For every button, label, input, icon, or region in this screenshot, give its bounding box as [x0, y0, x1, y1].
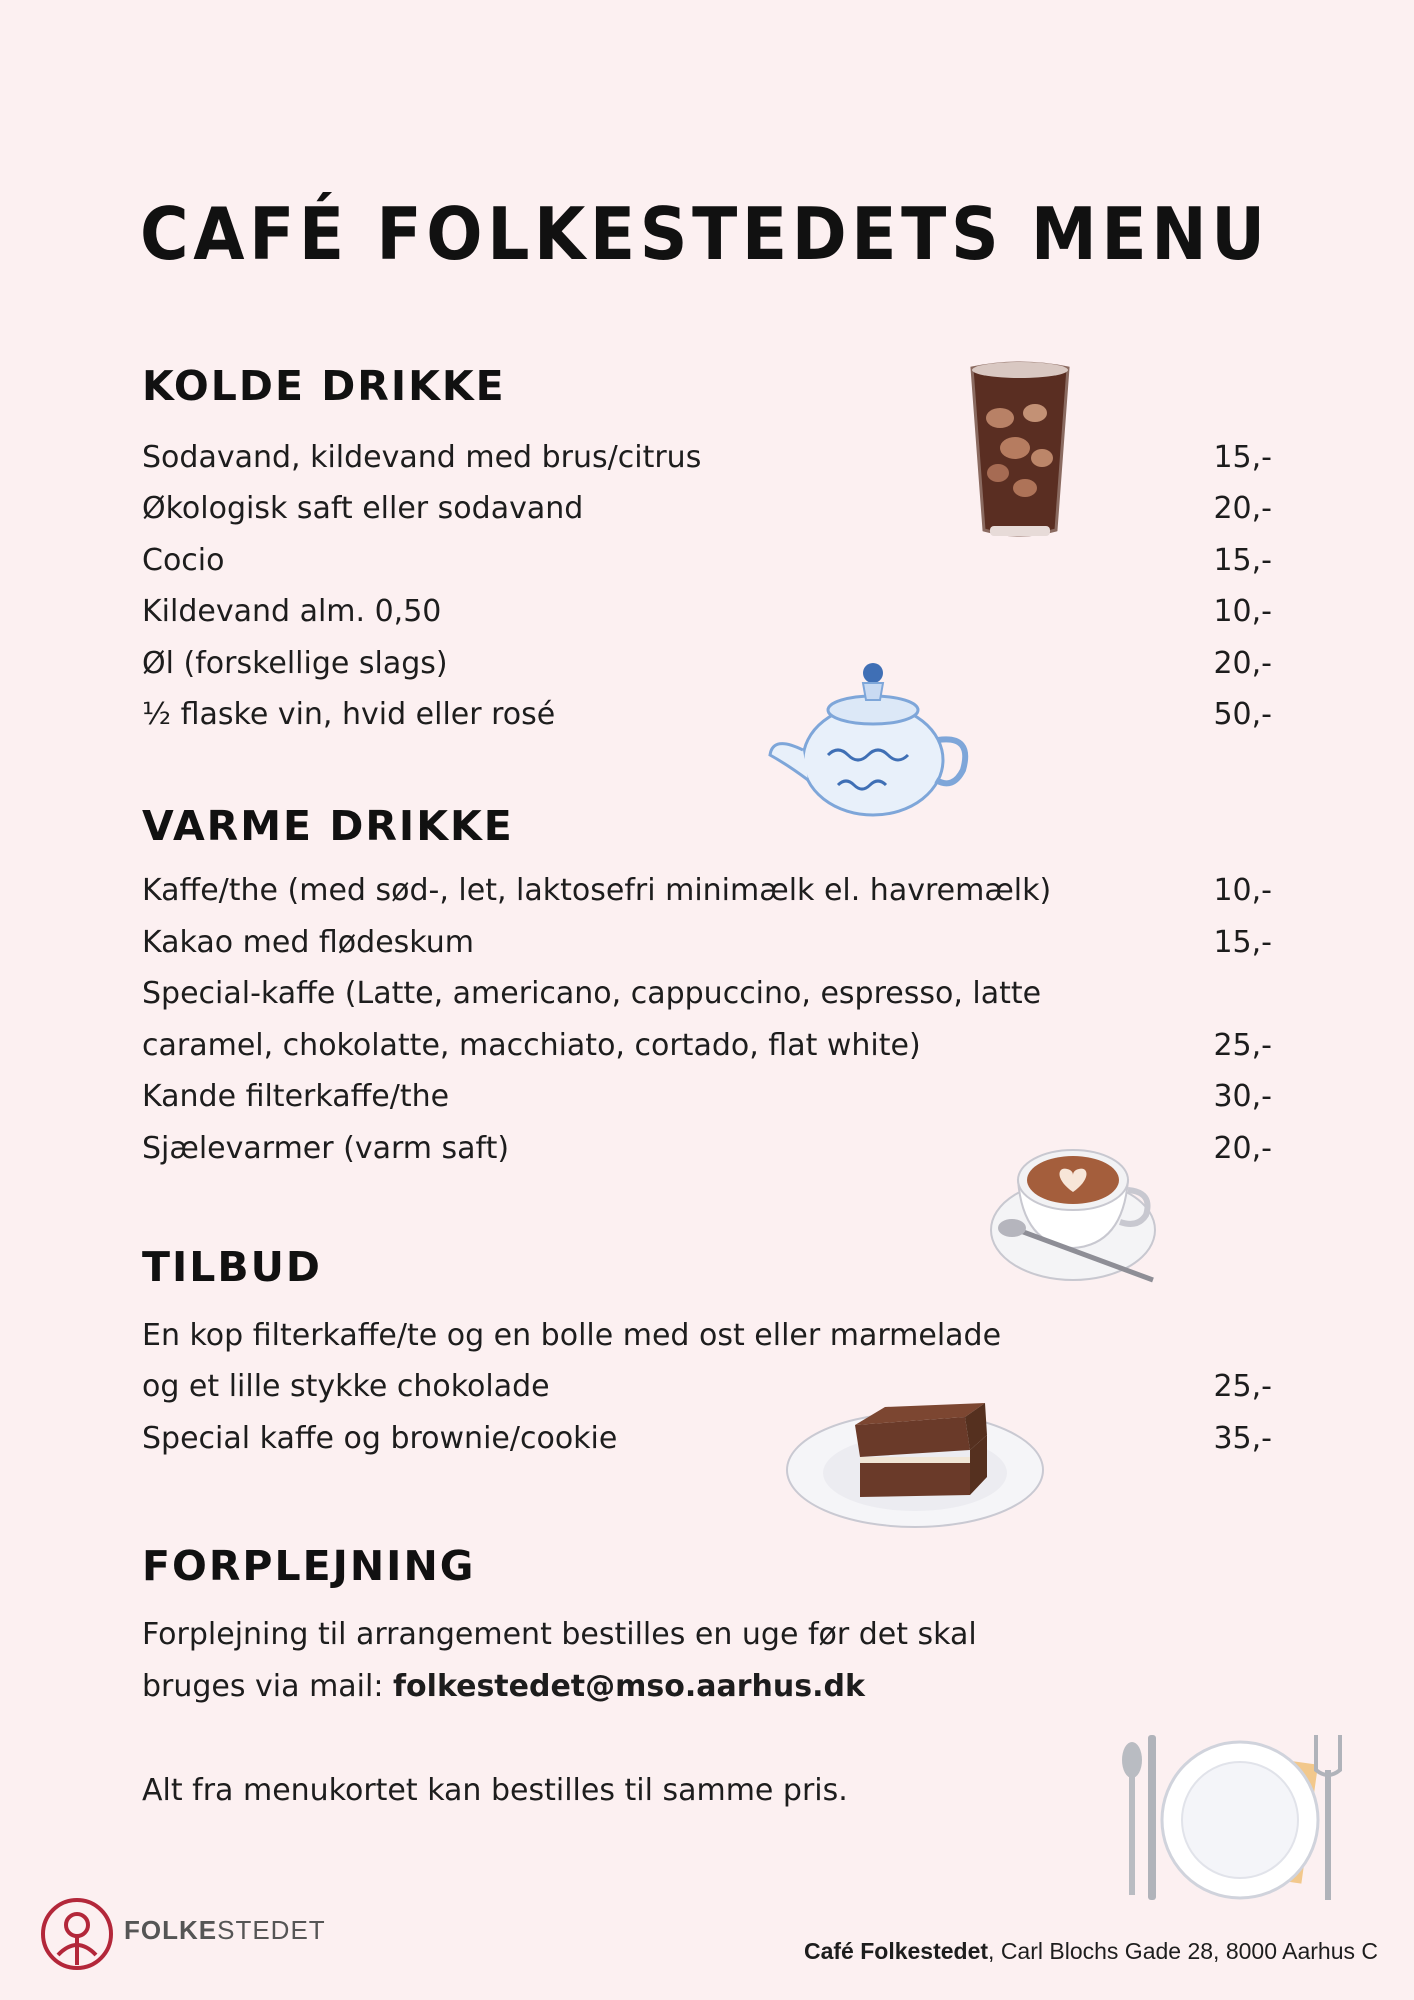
menu-item: Sjælevarmer (varm saft) 20,- — [142, 1131, 1272, 1166]
forplejning-note: Alt fra menukortet kan bestilles til samme pris. — [142, 1773, 848, 1808]
heading-kolde-drikke: KOLDE DRIKKE — [142, 362, 506, 410]
forplejning-mail-line: bruges via mail: folkestedet@mso.aarhus.dk — [142, 1669, 865, 1704]
menu-item: Special kaffe og brownie/cookie 35,- — [142, 1421, 1272, 1456]
folkestedet-logo-icon — [38, 1895, 116, 1973]
menu-item: Økologisk saft eller sodavand 20,- — [142, 491, 1272, 526]
menu-item: Kakao med flødeskum 15,- — [142, 925, 1272, 960]
heading-tilbud: TILBUD — [142, 1243, 322, 1291]
menu-item: Cocio 15,- — [142, 543, 1272, 578]
menu-item: En kop filterkaffe/te og en bolle med ost eller marmelade — [142, 1318, 1002, 1353]
cappuccino-cup-icon — [988, 1130, 1163, 1290]
email-link[interactable]: folkestedet@mso.aarhus.dk — [393, 1669, 865, 1704]
menu-item: Kaffe/the (med sød-, let, laktosefri minimælk el. havremælk) 10,- — [142, 873, 1272, 908]
logo-wordmark: FOLKESTEDET — [124, 1915, 326, 1945]
page-title: CAFÉ FOLKESTEDETS MENU — [140, 192, 1270, 276]
menu-item: Kildevand alm. 0,50 10,- — [142, 594, 1272, 629]
heading-varme-drikke: VARME DRIKKE — [142, 802, 514, 850]
menu-item: Øl (forskellige slags) 20,- — [142, 646, 1272, 681]
teapot-icon — [768, 655, 973, 820]
place-setting-icon — [1110, 1730, 1350, 1905]
menu-item: Special-kaffe (Latte, americano, cappuccino, espresso, latte — [142, 976, 1042, 1011]
menu-item: Sodavand, kildevand med brus/citrus 15,- — [142, 440, 1272, 475]
menu-item: caramel, chokolatte, macchiato, cortado, flat white) 25,- — [142, 1028, 1272, 1063]
iced-cola-glass-icon — [960, 358, 1080, 543]
heading-forplejning: FORPLEJNING — [142, 1542, 476, 1590]
brownie-plate-icon — [785, 1395, 1045, 1530]
menu-item: Kande filterkaffe/the 30,- — [142, 1079, 1272, 1114]
menu-item: ½ flaske vin, hvid eller rosé 50,- — [142, 697, 1272, 732]
forplejning-text: Forplejning til arrangement bestilles en uge før det skal — [142, 1617, 977, 1652]
footer-address: Café Folkestedet, Carl Blochs Gade 28, 8000 Aarhus C — [803, 1938, 1378, 1964]
menu-item: og et lille stykke chokolade 25,- — [142, 1369, 1272, 1404]
